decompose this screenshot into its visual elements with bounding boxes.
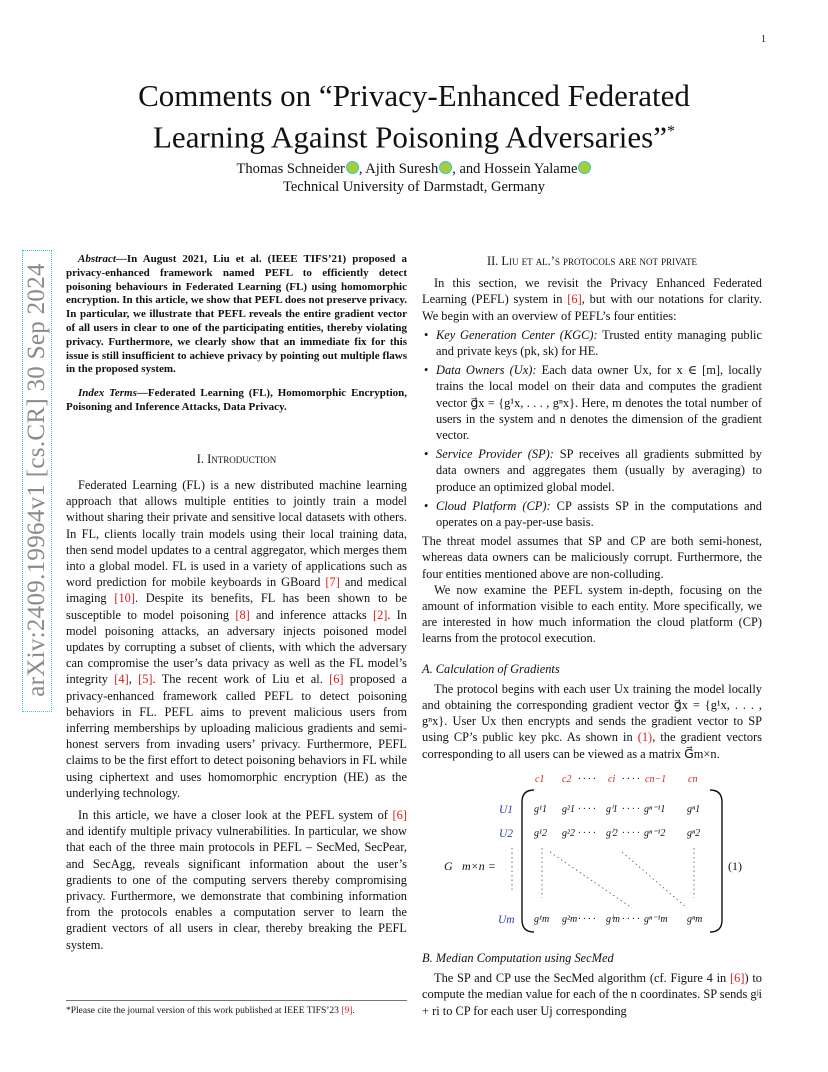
left-column xyxy=(66,253,407,953)
orcid-icon[interactable] xyxy=(439,161,452,174)
page-number: 1 xyxy=(761,34,766,45)
matrix-row-label: Um xyxy=(498,913,515,926)
matrix-col-header: cn−1 xyxy=(645,773,667,785)
matrix-cell: gⁿ2 xyxy=(687,827,701,839)
index-terms xyxy=(66,387,407,415)
citation-link[interactable]: [2] xyxy=(372,607,388,622)
matrix-col-dots: · · · · xyxy=(622,773,640,785)
abstract-label: Abstract xyxy=(78,253,116,265)
intro-paragraph-1: Federated Learning (FL) is a new distributed machine learning approach that allows multiple entities to jointly train a model without sharing their private and sensitive local datasets with others. In FL, clients locally train models using their local training data, then send model updates to a central aggregator, which merges them into a global model. FL is used in a variety of applications such as word prediction for mobile keyboards in GBoard [7] and medical imaging [10]. Despite its benefits, FL has been shown to be susceptible to model poisoning [8] and inference attacks [2]. In model poisoning attacks, an adversary injects poisoned model updates by corrupting a subset of clients, with which the adversary can compromise the user’s data privacy as well as the FL model’s integrity [4], [5]. The recent work of Liu et al. [6] proposed a privacy-enhanced framework called PEFL to detect poisoning behaviors in FL. PEFL aims to prevent malicious users from inferring memberships by uploading malicious gradients and semi-honest servers from invading users’ privacy. Furthermore, PEFL claims to be the first effort to detect poisoning behaviors in FL while using ciphertext and uses homomorphic encryption (HE) as the underlying technology. xyxy=(66,477,408,800)
matrix-col-header: c2 xyxy=(562,773,572,785)
title-line-2: Learning Against Poisoning Adversaries” xyxy=(153,119,667,155)
matrix-cell: gⁿ⁻¹2 xyxy=(644,827,666,839)
equation-number: (1) xyxy=(728,858,742,873)
subsection-a-heading: A. Calculation of Gradients xyxy=(422,661,560,676)
matrix-cell-dots: · · · · xyxy=(622,913,640,925)
paper-title xyxy=(80,78,748,155)
entity-bullet-kgc: • Key Generation Center (KGC): Trusted entity managing public and private keys (pk, sk) for HE. xyxy=(422,327,762,359)
author-1: Thomas Schneider xyxy=(236,161,345,177)
matrix-col-header: ci xyxy=(608,773,616,785)
matrix-cell: g²1 xyxy=(562,803,575,815)
subsection-a-paragraph: The protocol begins with each user Ux training the model locally and obtaining the corresponding gradient vector g⃗x = {g¹x, . . . , gⁿx}. User Ux then encrypts and sends the gradient vector to SP using CP’s public key pkc. As shown in (1), the gradient vectors corresponding to all users can be viewed as a matrix G⃗m×n. xyxy=(422,681,762,761)
matrix-cell: gⁱm xyxy=(606,913,621,925)
gradient-matrix xyxy=(422,768,762,942)
matrix-cell: gⁿ1 xyxy=(687,803,701,815)
section-2-paragraph-2: The threat model assumes that SP and CP are both semi-honest, whereas data owners can be maliciously corrupt. Furthermore, the four entities mentioned above are non-colluding. xyxy=(422,534,762,581)
author-block: Thomas Schneider , Ajith Suresh , and Hossein Yalame Technical University of Darmstadt, Germany xyxy=(80,160,748,196)
entity-bullet-cp: • Cloud Platform (CP): CP assists SP in the computations and operates on a pay-per-use basis. xyxy=(422,498,762,530)
matrix-cell-dots: · · · · xyxy=(622,803,640,815)
abstract xyxy=(66,253,407,377)
matrix-row-label: U2 xyxy=(499,827,514,840)
matrix-cell-dots: · · · · xyxy=(578,913,596,925)
section-1-heading: I. Introduction xyxy=(196,451,277,466)
equation-link[interactable]: (1) xyxy=(637,730,653,745)
abstract-text: —In August 2021, Liu et al. (IEEE TIFS’21) proposed a privacy-enhanced framework named PEFL to efficiently detect poisoning behaviours in Federated Learning (FL) using homomorphic encryption. In this article, we show that PEFL does not preserve privacy. In particular, we illustrate that PEFL reveals the entire gradient vector of all users in clear to one of the participating entities, thereby violating privacy. Furthermore, we clearly show that an immediate fix for this issue is still insufficient to achieve privacy by pointing out multiple flaws in the proposed system. xyxy=(66,253,407,376)
matrix-col-dots: · · · · xyxy=(578,773,596,785)
subsection-b-paragraph: The SP and CP use the SecMed algorithm (cf. Figure 4 in [6]) to compute the median value for each of the n coordinates. SP sends gʲi + ri to CP for each user Uj corresponding xyxy=(422,971,762,1018)
author-2: Ajith Suresh xyxy=(365,161,439,177)
matrix-cell: g¹1 xyxy=(534,803,547,815)
citation-link[interactable]: [6] xyxy=(329,672,344,687)
citation-link[interactable]: [10] xyxy=(114,591,135,606)
matrix-cell: gⁿ⁻¹1 xyxy=(644,803,666,815)
citation-link[interactable]: [5] xyxy=(138,672,153,687)
matrix-cell: g²m xyxy=(562,913,578,925)
matrix-col-header: cn xyxy=(688,773,698,785)
matrix-cell: gⁱ1 xyxy=(606,803,618,815)
footnote: *Please cite the journal version of this work published at IEEE TIFS’23 [9]. xyxy=(66,1000,407,1017)
orcid-icon[interactable] xyxy=(346,161,359,174)
matrix-cell: g²2 xyxy=(562,827,575,839)
matrix-row-label: U1 xyxy=(499,803,514,816)
index-terms-text: —Federated Learning (FL), Homomorphic Encryption, Poisoning and Inference Attacks, Data Privacy. xyxy=(66,387,407,413)
citation-link[interactable]: [6] xyxy=(567,292,582,307)
citation-link[interactable]: [7] xyxy=(325,575,340,590)
section-2-heading: II. Liu et al.’s protocols are not private xyxy=(486,254,697,268)
title-line-1: Comments on “Privacy-Enhanced Federated xyxy=(138,78,690,113)
arxiv-identifier[interactable] xyxy=(20,250,54,710)
matrix-lhs: G⃗m×n = xyxy=(444,858,496,873)
matrix-cell-dots: · · · · xyxy=(578,803,596,815)
subsection-b-heading: B. Median Computation using SecMed xyxy=(422,950,614,965)
matrix-cell: g¹m xyxy=(534,913,550,925)
orcid-icon[interactable] xyxy=(578,161,591,174)
citation-link[interactable]: [4] xyxy=(114,672,129,687)
entity-bullet-sp: • Service Provider (SP): SP receives all gradients submitted by data owners and aggregates them (usually by averaging) to produce an optimized global model. xyxy=(422,446,762,495)
index-terms-label: Index Terms xyxy=(78,387,137,400)
matrix-cell: g¹2 xyxy=(534,827,547,839)
right-column xyxy=(422,253,762,1019)
arxiv-id-text: arXiv:2409.19964v1 [cs.CR] 30 Sep 2024 xyxy=(23,263,50,697)
matrix-cell-dots: · · · · xyxy=(622,827,640,839)
author-3: and Hossein Yalame xyxy=(459,161,578,177)
matrix-cell: gⁿ⁻¹m xyxy=(644,913,668,925)
section-2-paragraph-1: In this section, we revisit the Privacy Enhanced Federated Learning (PEFL) system in [6], but with our notations for clarity. We begin with an overview of PEFL’s four entities: xyxy=(422,276,763,323)
citation-link[interactable]: [8] xyxy=(235,607,250,622)
entity-bullet-data-owners: • Data Owners (Ux): Each data owner Ux, for x ∈ [m], locally trains the local model on their data and computes the gradient vector g⃗x = {g¹x, . . . , gⁿx}. Here, m denotes the total number of users in the system and n denotes the dimension of the gradient vector. xyxy=(422,362,762,443)
section-2-paragraph-3: We now examine the PEFL system in-depth, focusing on the amount of information visible to each entity. More specifically, we are interested in how much information the cloud platform (CP) learns from the protocol execution. xyxy=(422,582,762,646)
intro-paragraph-2: In this article, we have a closer look at the PEFL system of [6] and identify multiple privacy vulnerabilities. In particular, we show that each of the three main protocols in PEFL – SecMed, SecPear, and SecAgg, reveals significant information about the user’s gradients to one of the computing servers thereby compromising privacy. Furthermore, we demonstrate that combining information from the protocols enables a computation server to learn the gradient vectors of all users in clear, thereby breaking the PEFL system. xyxy=(66,808,407,952)
title-footnote-mark: * xyxy=(667,123,675,140)
affiliation: Technical University of Darmstadt, Germany xyxy=(283,179,545,195)
matrix-cell: gⁱ2 xyxy=(606,827,618,839)
citation-link[interactable]: [9] xyxy=(341,1006,353,1016)
citation-link[interactable]: [6] xyxy=(730,971,745,986)
matrix-cell: gⁿm xyxy=(687,913,703,925)
matrix-cell-dots: · · · · xyxy=(578,827,596,839)
citation-link[interactable]: [6] xyxy=(392,808,407,823)
matrix-col-header: c1 xyxy=(535,773,545,785)
